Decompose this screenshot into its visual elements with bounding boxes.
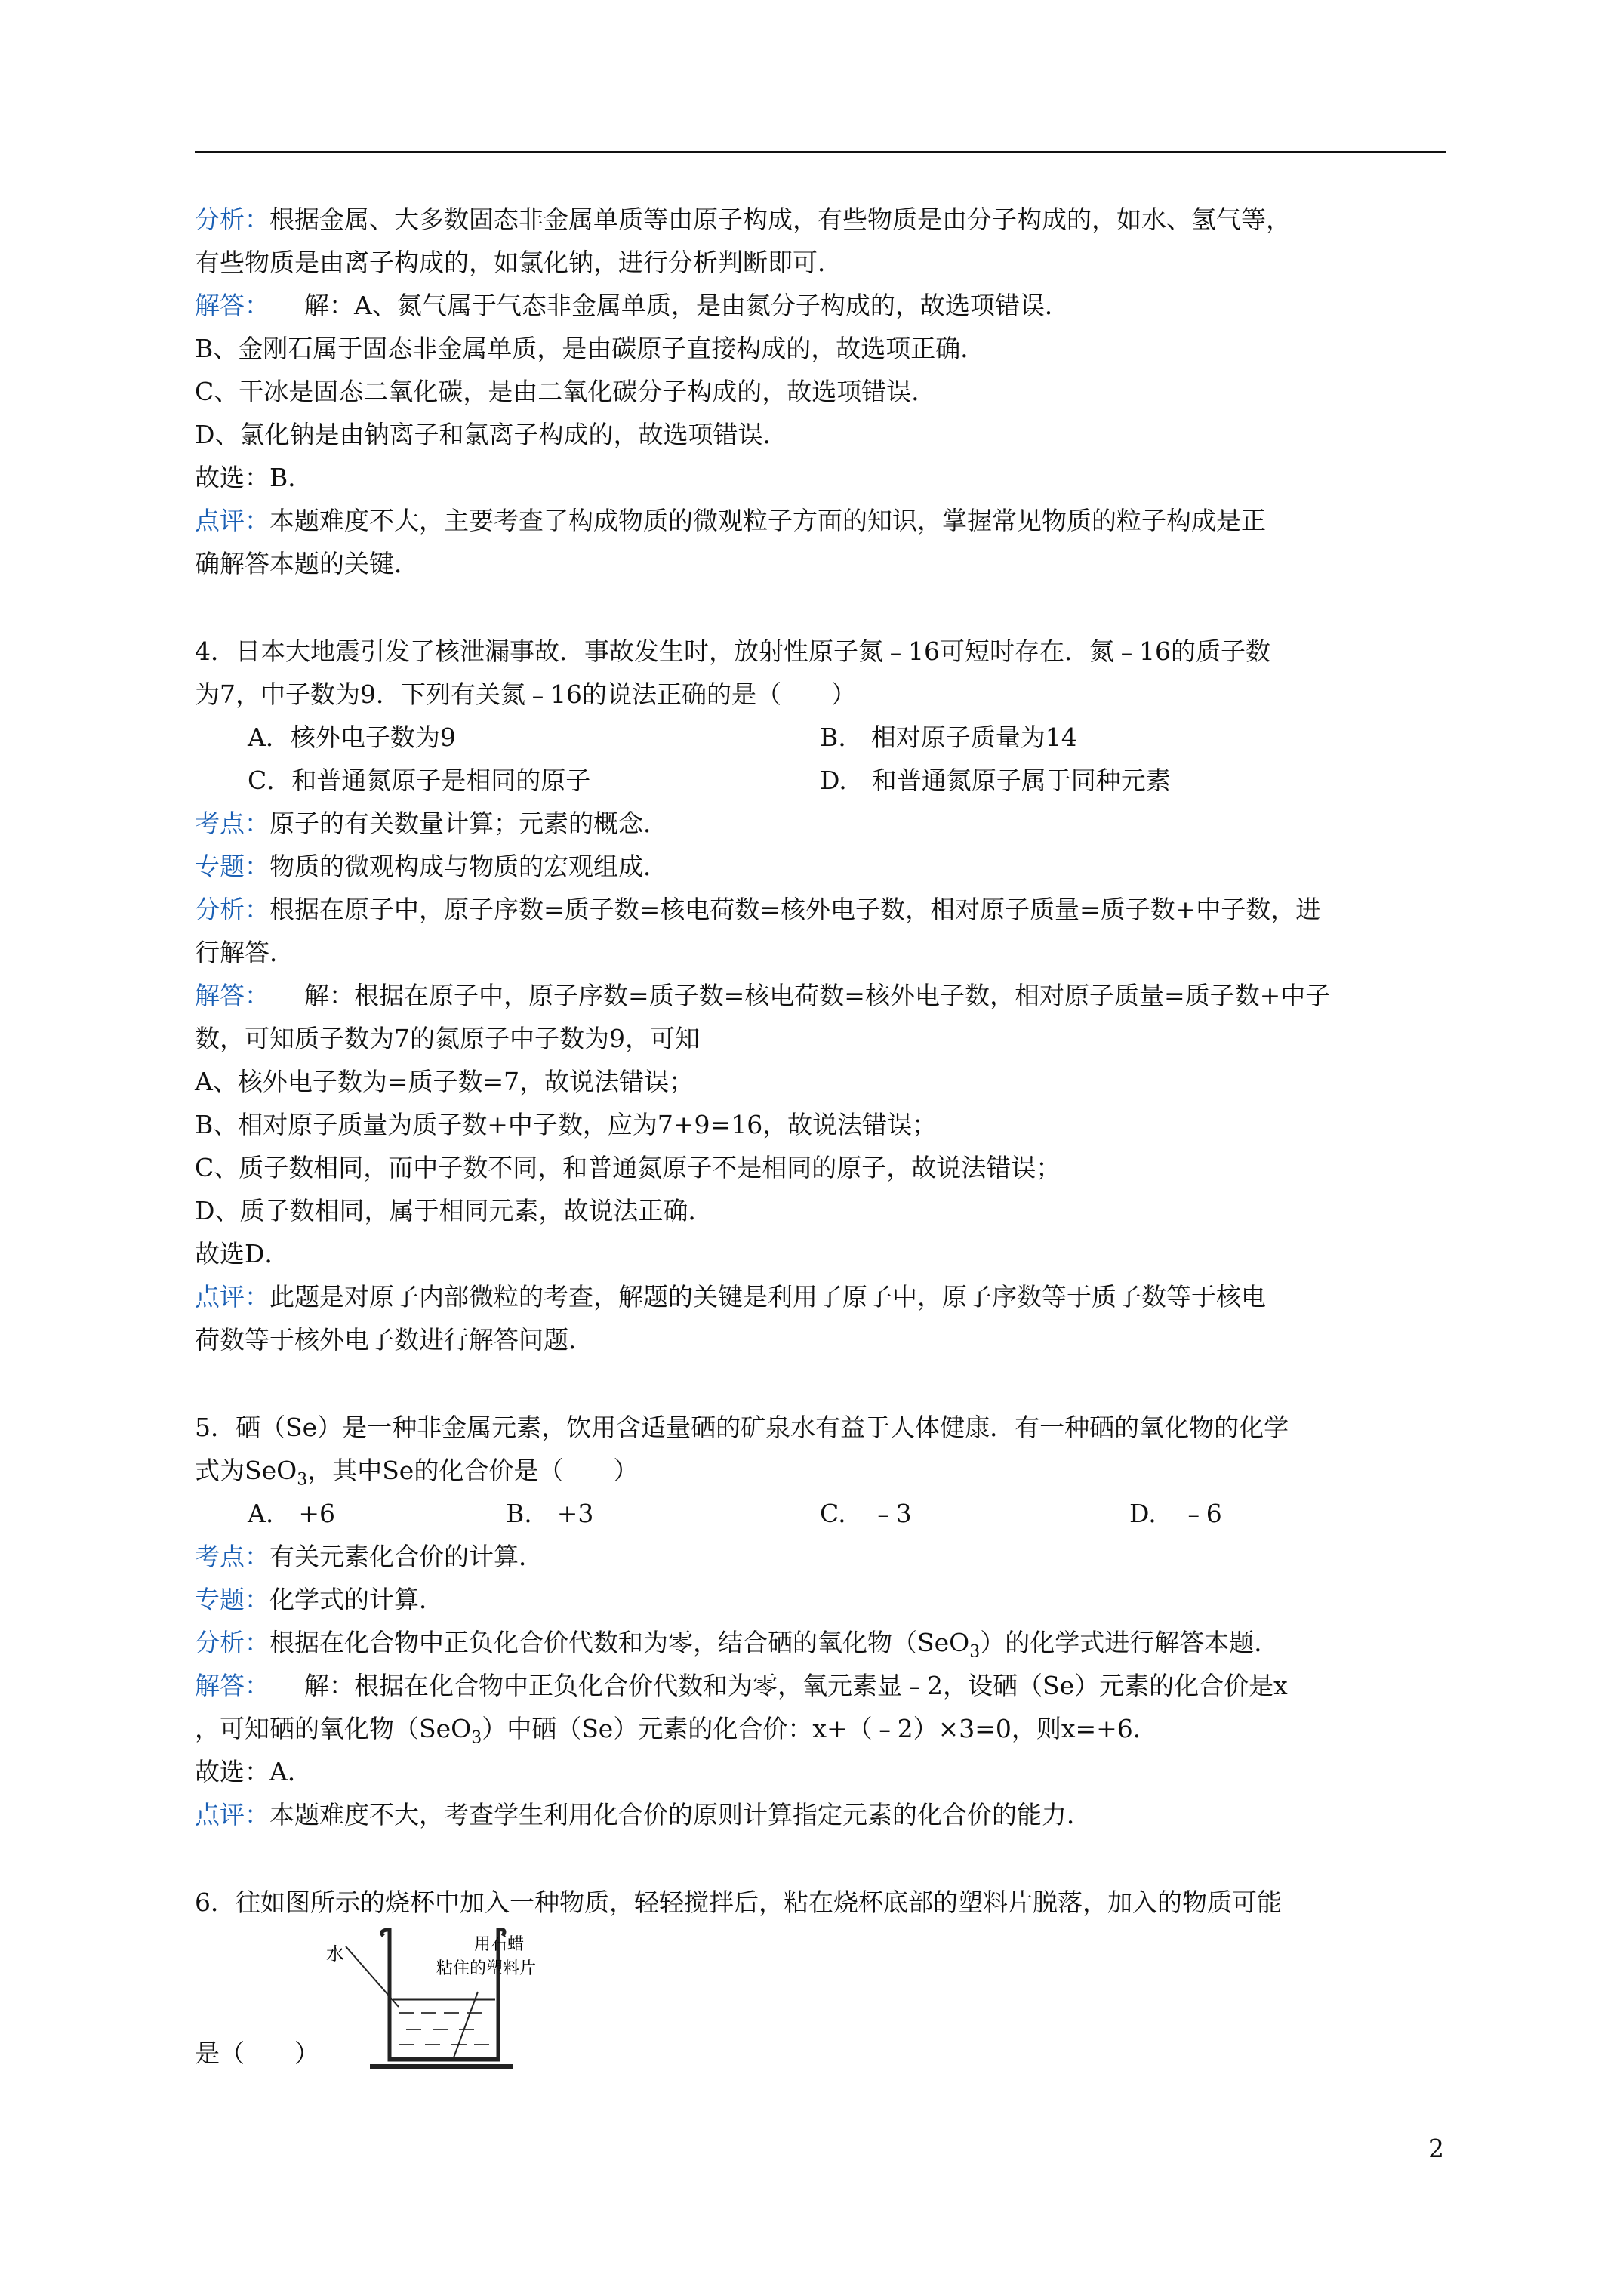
key-point-label: 考点： [195,809,269,838]
analysis-label: 分析： [195,205,269,234]
comment-label: 点评： [195,506,269,535]
q3-comment-line-2: 确解答本题的关键． [195,549,419,578]
q4-stem-line-1: 4．日本大地震引发了核泄漏事故．事故发生时，放射性原子氮﹣16可短时存在．氮﹣16的质子数 [195,636,1270,666]
q6-stem-line-1: 6．往如图所示的烧杯中加入一种物质，轻轻搅拌后，粘在烧杯底部的塑料片脱落，加入的物质可能 [195,1888,1282,1917]
q4-key-point: 考点：原子的有关数量计算；元素的概念． [195,809,668,838]
q5-choice: 故选：A． [195,1757,313,1786]
q4-choice: 故选D． [195,1239,290,1268]
analysis-label: 分析： [195,1628,269,1657]
q6-figure-row [195,1924,1448,2075]
q4-answer-line-d: D、质子数相同，属于相同元素，故说法正确． [195,1196,713,1225]
q3-choice: 故选：B． [195,463,313,492]
q3-analysis-line-1: 分析：根据金属、大多数固态非金属单质等由原子构成，有些物质是由分子构成的，如水、氢气等， [195,205,1291,234]
fig-label-line-2: 粘住的塑料片 [436,1959,537,1978]
topic-label: 专题： [195,1585,269,1614]
q5-stem-line-2: 式为SeO$_3$，其中Se的化合价是（ ） [195,1456,639,1490]
q4-analysis-line-1: 分析：根据在原子中，原子序数=质子数=核电荷数=核外电子数，相对原子质量=质子数+中子数，进 [195,895,1321,924]
page-body [195,198,1448,2075]
q4-comment-line-2: 荷数等于核外电子数进行解答问题． [195,1325,593,1354]
q3-answer-line-c: C、干冰是固态二氧化碳，是由二氧化碳分子构成的，故选项错误． [195,377,937,406]
q4-answer-line-c: C、质子数相同，而中子数不同，和普通氮原子不是相同的原子，故说法错误； [195,1153,1061,1182]
q4-answer-line-a: A、核外电子数为=质子数=7，故说法错误； [195,1067,694,1096]
topic-label: 专题： [195,852,269,881]
q5-option-c[interactable]: C. ﹣3 [820,1499,912,1528]
q4-answer-line-1: 解答： 解：根据在原子中，原子序数=质子数=核电荷数=核外电子数，相对原子质量=质子数+中子 [195,981,1331,1010]
q3-answer-line-b: B、金刚石属于固态非金属单质，是由碳原子直接构成的，故选项正确． [195,334,986,363]
q4-option-b[interactable]: B. 相对原子质量为14 [820,723,1077,752]
q5-key-point: 考点：有关元素化合价的计算． [195,1542,544,1571]
q4-options-row-1 [195,716,1448,759]
header-rule [195,151,1446,153]
fig-label-line-1: 用石蜡 [474,1935,525,1954]
q5-comment: 点评：本题难度不大，考查学生利用化合价的原则计算指定元素的化合价的能力． [195,1800,1092,1829]
q5-option-b[interactable]: B. +3 [506,1499,594,1528]
q3-answer-line-d: D、氯化钠是由钠离子和氯离子构成的，故选项错误． [195,420,788,449]
q4-analysis-line-2: 行解答． [195,938,294,967]
comment-label: 点评： [195,1800,269,1829]
q4-option-c[interactable]: C．和普通氮原子是相同的原子 [248,766,591,795]
q3-comment-line-1: 点评：本题难度不大，主要考查了构成物质的微观粒子方面的知识，掌握常见物质的粒子构成是正 [195,506,1266,535]
fig-label-water: 水 [326,1943,344,1965]
q5-answer-line-1: 解答： 解：根据在化合物中正负化合价代数和为零，氧元素显﹣2，设硒（Se）元素的化合价是x [195,1671,1288,1700]
q4-topic: 专题：物质的微观构成与物质的宏观组成． [195,852,668,881]
q4-stem-line-2: 为7，中子数为9．下列有关氮﹣16的说法正确的是（ ） [195,680,856,709]
q4-answer-line-b: B、相对原子质量为质子数+中子数，应为7+9=16，故说法错误； [195,1110,938,1139]
q5-options-row [195,1492,1448,1535]
answer-label: 解答： [195,291,269,320]
q3-answer-line-1: 解答： 解：A、氮气属于气态非金属单质，是由氮分子构成的，故选项错误． [195,291,1070,320]
q4-answer-line-2: 数，可知质子数为7的氮原子中子数为9，可知 [195,1024,700,1053]
q6-stem-line-2: 是（ ） [195,2039,319,2068]
answer-label: 解答： [195,981,269,1010]
q4-option-d[interactable]: D. 和普通氮原子属于同种元素 [820,766,1171,795]
sheet-leader-line [453,1992,478,2060]
beaker-diagram [323,1924,580,2075]
q5-analysis: 分析：根据在化合物中正负化合价代数和为零，结合硒的氧化物（SeO$_3$）的化学式进行解答本题． [195,1628,1280,1662]
q5-option-a[interactable]: A. +6 [248,1499,335,1528]
q5-answer-line-2: ，可知硒的氧化物（SeO$_3$）中硒（Se）元素的化合价：x+（﹣2）×3=0，则x=+6． [195,1714,1158,1748]
q4-option-a[interactable]: A．核外电子数为9 [248,723,456,752]
key-point-label: 考点： [195,1542,269,1571]
answer-label: 解答： [195,1671,269,1700]
comment-label: 点评： [195,1282,269,1311]
water-ripples [399,2013,489,2045]
beaker-base [370,2064,513,2069]
plastic-sheet [391,2057,497,2060]
q3-analysis-line-2: 有些物质是由离子构成的，如氯化钠，进行分析判断即可． [195,248,842,277]
q5-topic: 专题：化学式的计算． [195,1585,444,1614]
q5-option-d[interactable]: D. ﹣6 [1129,1499,1222,1528]
q4-options-row-2 [195,759,1448,802]
analysis-label: 分析： [195,895,269,924]
q4-comment-line-1: 点评：此题是对原子内部微粒的考查，解题的关键是利用了原子中，原子序数等于质子数等于核电 [195,1282,1266,1311]
q5-stem-line-1: 5．硒（Se）是一种非金属元素，饮用含适量硒的矿泉水有益于人体健康．有一种硒的氧化物的化学 [195,1413,1289,1442]
page-number: 2 [1428,2134,1444,2163]
